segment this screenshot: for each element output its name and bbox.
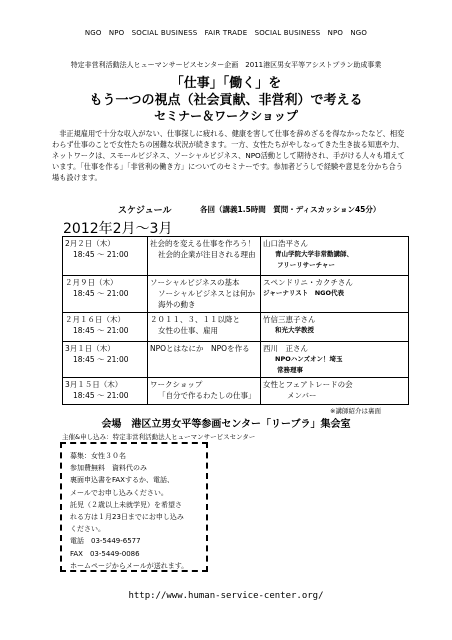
session-topic-sub: 女性の仕事、雇用 (158, 326, 218, 335)
schedule-label: スケジュール (118, 206, 172, 216)
speaker-title: 青山学院大学非常勤講師、 (275, 250, 353, 258)
speaker-title: フリーリサーチャー (277, 261, 335, 269)
session-date-cell (63, 237, 148, 276)
info-line: 裏面申込書をFAXするか、電話、 (70, 476, 174, 485)
session-date: ２月９日（木） (65, 278, 118, 287)
session-topic: ソーシャルビジネスの基本 (150, 278, 240, 287)
title-line-3: セミナー＆ワークショップ (154, 109, 298, 123)
table-row (63, 313, 409, 342)
title-line-2: もう一つの視点（社会貢献、非営利）で考える (89, 93, 363, 108)
phone: 電話 03-5449-6577 (70, 537, 141, 546)
session-topic-cell (148, 276, 261, 313)
session-speaker-cell (261, 313, 409, 342)
session-time: 18:45 〜 21:00 (73, 250, 129, 259)
speaker-name: スペンドリニ・カクチさん (263, 278, 353, 287)
speaker-title: 和光大学教授 (275, 326, 314, 334)
info-line: メールでお申し込みください。 (70, 488, 168, 497)
info-line: ホームページからメールが送れます。 (70, 561, 189, 570)
info-line: 参加費無料 資料代のみ (70, 464, 147, 473)
speaker-name: 女性とフェアトレードの会 (263, 380, 353, 389)
session-date-cell (63, 378, 148, 405)
session-speaker-cell (261, 378, 409, 405)
table-row (63, 378, 409, 405)
session-date: 3月１日（木） (65, 344, 115, 353)
organizer-line: 特定非営利活動法人ヒューマンサービスセンター企画 2011港区男女平等アシストプラン助成事業 (70, 61, 382, 69)
table-row (63, 276, 409, 313)
speaker-title: NPOハンズオン！埼玉 (275, 355, 343, 363)
session-time: 18:45 〜 21:00 (73, 391, 129, 400)
schedule-period: 2012年2月〜3月 (63, 221, 173, 237)
session-topic-sub: 「自分で作るわたしの仕事」 (158, 391, 256, 400)
speaker-name: 山口浩平さん (263, 239, 308, 248)
venue: 会場 港区立男女平等参画センター「リーブラ」集会室 (101, 419, 351, 430)
session-topic-cell (148, 237, 261, 276)
table-row (63, 342, 409, 378)
speaker-title: メンバー (287, 391, 317, 400)
schedule-table (62, 236, 409, 405)
session-date-cell (63, 313, 148, 342)
intro-paragraph: 非正規雇用で十分な収入がない、仕事探しに疲れる、健康を害して仕事を辞めざるを得なかったなど、相変わらず仕事のことで女性たちの困難な状況が続きます。一方、女性たちがやしなってきた生き抜る知恵や力、ネットワークは、スモールビジネス、ソーシャルビジネス、NPO活動として期待され、手がける人々も増えています。「仕事を作る」「非営利の働き方」についてのセミナーです。参加者どうしで経験や意見を分かち合う場も設けます。 (52, 129, 405, 182)
website-url[interactable]: http://www.human-service-center.org/ (128, 591, 324, 601)
speaker-title: 常務理事 (277, 366, 303, 374)
session-date: ２月１６日（木） (65, 315, 125, 324)
session-topic: NPOとはなにか NPOを作る (150, 344, 250, 353)
session-topic-cell (148, 313, 261, 342)
info-line: 託児（２歳以上未就学児）を希望さ (70, 500, 182, 509)
session-speaker-cell (261, 342, 409, 378)
info-line: 募集：女性３０名 (70, 452, 126, 460)
schedule-note: 各回（講義1.5時間 質問・ディスカッション45分） (200, 205, 381, 214)
session-time: 18:45 〜 21:00 (73, 289, 129, 298)
table-row (63, 237, 409, 276)
speaker-title: ジャーナリスト NGO代表 (263, 289, 345, 297)
session-topic-sub: 海外の動き (158, 300, 196, 309)
speaker-name: 西川 正さん (263, 344, 308, 353)
application-info-box (60, 442, 208, 572)
session-topic-cell (148, 342, 261, 378)
session-time: 18:45 〜 21:00 (73, 326, 129, 335)
session-speaker-cell (261, 276, 409, 313)
fax: FAX 03-5449-0086 (70, 549, 140, 558)
session-speaker-cell (261, 237, 409, 276)
session-topic-cell (148, 378, 261, 405)
info-line: れる方は１月23日までにお申し込み (70, 513, 184, 522)
sponsor-line: 主催&申し込み：特定非営利活動法人ヒューマンサービスセンター (62, 433, 256, 441)
session-topic: ワークショップ (150, 380, 203, 389)
speaker-name: 竹信三恵子さん (263, 315, 316, 324)
session-topic: 社会的を変える仕事を作ろう！ (150, 239, 255, 248)
speaker-footnote: ※講師紹介は裏面 (330, 407, 381, 415)
info-line: ください。 (70, 525, 105, 534)
session-topic-sub: ソーシャルビジネスとは何か (158, 289, 255, 298)
session-topic-sub: 社会的企業が注目される理由 (158, 250, 256, 259)
session-topic: ２０１１、３、１１以降と (150, 315, 240, 324)
session-date-cell (63, 276, 148, 313)
session-date: 3月１５日（木） (65, 380, 123, 389)
session-date-cell (63, 342, 148, 378)
title-line-1: 「仕事」「働く」を (170, 76, 282, 91)
tagline: NGO NPO SOCIAL BUSINESS FAIR TRADE SOCIAL BUSINESS NPO NGO (84, 29, 368, 37)
session-time: 18:45 〜 21:00 (73, 355, 129, 364)
session-date: 2月２日（木） (65, 239, 115, 248)
